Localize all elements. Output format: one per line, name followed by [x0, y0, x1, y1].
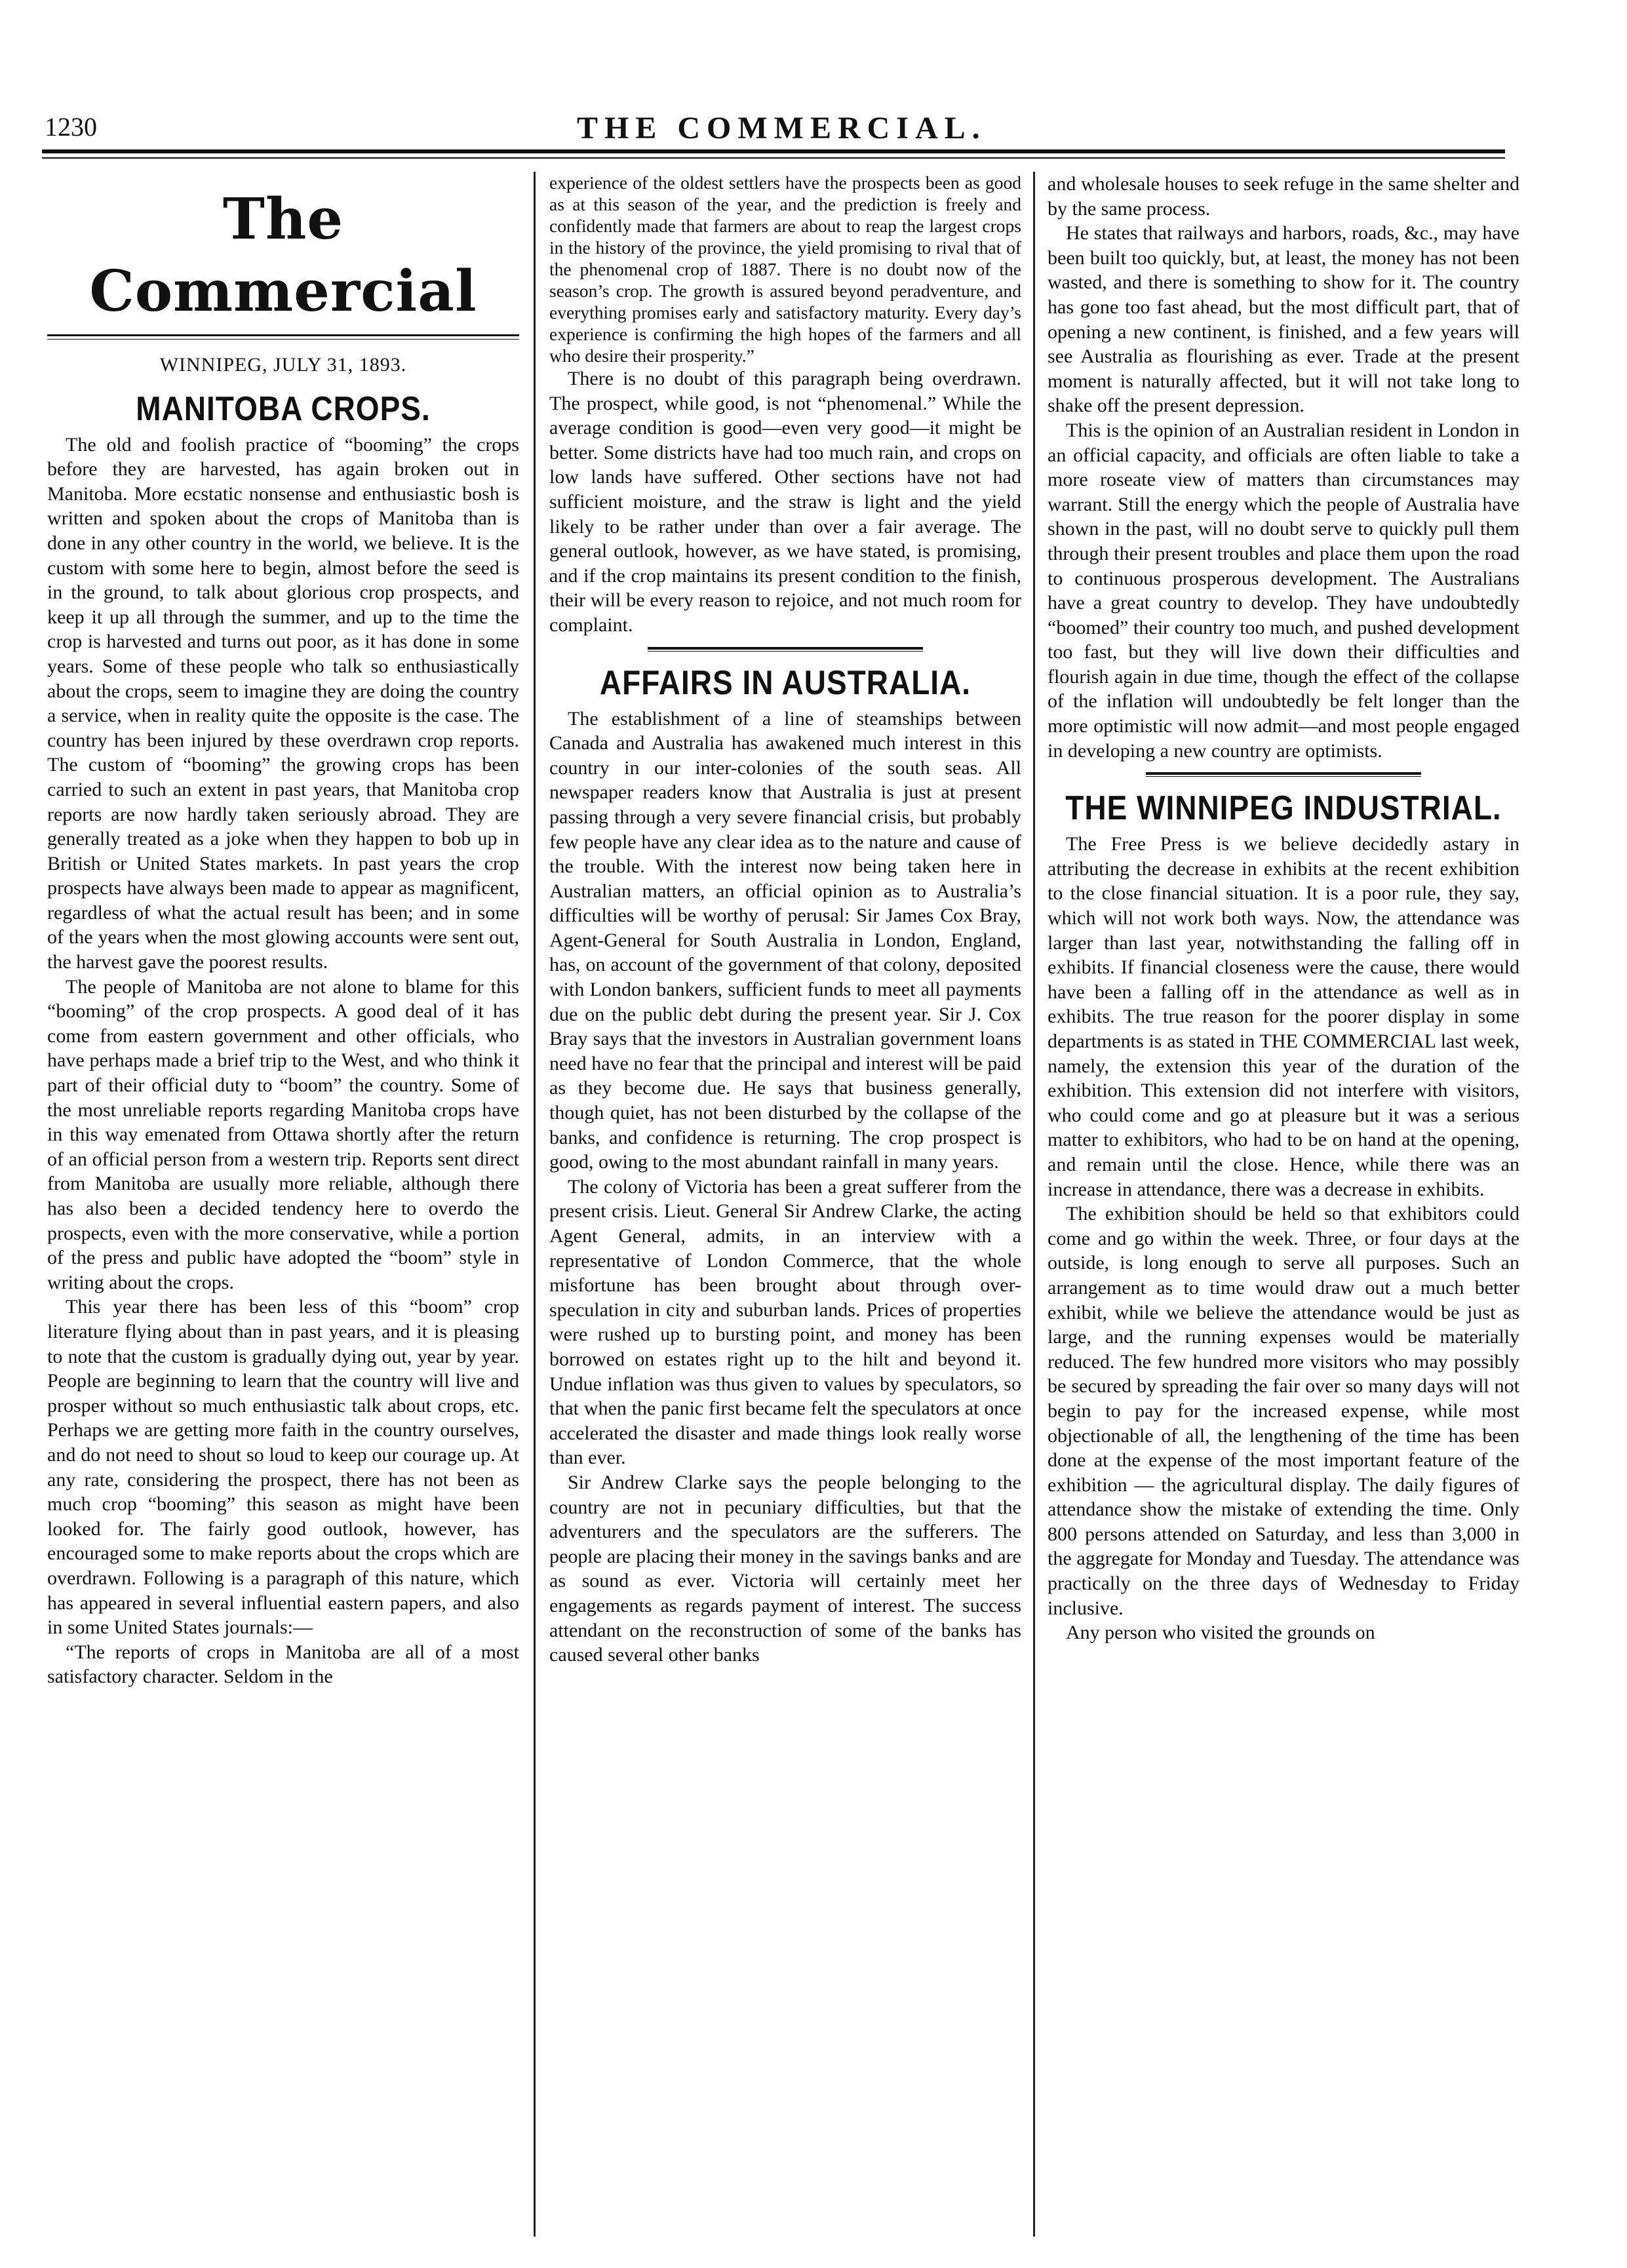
- section-rule: [1146, 772, 1421, 775]
- paragraph: The exhibition should be held so that exhibitors could come and go within the week. Three, or four days at the outside, is long enough to serve all purposes. Such an arrangement as to time would draw out a much better exhibit, while we believe the attendance would be just as large, and the running expenses would be materially reduced. The few hundred more visitors who may possibly be secured by spreading the fair over so many days will not begin to pay for the increased expense, while most objectionable of all, the lengthening of the time has been done at the expense of the most important feature of the exhibition — the agricultural display. The daily figures of attendance show the mistake of extending the time. Only 800 persons attended on Saturday, and less than 3,000 in the aggregate for Monday and Tuesday. The attendance was practically on the three days of Wednesday to Friday inclusive.: [1048, 1203, 1519, 1619]
- column-3: [1048, 172, 1519, 1645]
- paragraph: There is no doubt of this paragraph being overdrawn. The prospect, while good, is not “phenomenal.” While the average condition is good—even very good—it might be better. Some districts have had too much rain, and crops on low lands have suffered. Other sections have not had sufficient moisture, and the straw is light and the yield likely to be rather under than over a fair average. The general outlook, however, as we have stated, is promising, and if the crop maintains its present condition to the finish, their will be every reason to rejoice, and not much room for complaint.: [549, 368, 1021, 636]
- column-rule-1: [534, 172, 536, 2237]
- page-number: 1230: [45, 112, 97, 142]
- masthead-title: The Commercial: [89, 186, 477, 324]
- quote-continued: experience of the oldest settlers have the prospects been as good as at this season of the year, and the prediction is freely and confidently made that farmers are about to reap the largest crops in the history of the province, the yield promising to rival that of the phenomenal crop of 1887. There is no doubt now of the season’s crop. The growth is assured beyond peradventure, and everything promises early and satisfactory maturity. Every day’s experience is confirming the high hopes of the farmers and all who desire their prosperity.”: [549, 172, 1021, 366]
- column-1: [47, 172, 519, 1689]
- headline-manitoba: MANITOBA CROPS.: [136, 389, 431, 427]
- masthead-rule-thin: [47, 339, 519, 340]
- headline-industrial: THE WINNIPEG INDUSTRIAL.: [1065, 789, 1502, 827]
- column-2: [549, 172, 1021, 1668]
- paragraph-continued: and wholesale houses to seek refuge in the same shelter and by the same process.: [1048, 173, 1519, 220]
- paragraph: Any person who visited the grounds on: [1066, 1622, 1375, 1644]
- section-rule-thin: [1146, 776, 1421, 777]
- section-rule-thin: [648, 651, 923, 652]
- column-rule-2: [1033, 172, 1035, 2237]
- masthead-rule: [47, 334, 519, 336]
- paragraph: The establishment of a line of steamships between Canada and Australia has awakened much interest in this country in our inter-colonies of the south seas. All newspaper readers know that Australia is just at present passing through a very severe financial crisis, but probably few people have any clear idea as to the nature and cause of the trouble. With the interest now being taken here in Australian matters, an official opinion as to Australia’s difficulties will be worthy of perusal: Sir James Cox Bray, Agent-General for South Australia in London, England, has, on account of the government of that colony, deposited with London bankers, sufficient funds to meet all payments due on the public debt during the present year. Sir J. Cox Bray says that the investors in Australian government loans need have no fear that the principal and interest will be paid as they become due. He says that business generally, though quiet, has not been disturbed by the collapse of the banks, and confidence is returning. The crop prospect is good, owing to the most abundant rainfall in many years.: [549, 707, 1021, 1173]
- paragraph: “The reports of crops in Manitoba are all of a most satisfactory character. Seldom in the: [47, 1641, 519, 1688]
- top-rule: [42, 149, 1505, 153]
- paragraph: Sir Andrew Clarke says the people belonging to the country are not in pecuniary difficulties, but that the adventurers and the speculators are the sufferers. The people are placing their money in the savings banks and are as sound as ever. Victoria will certainly meet her engagements as regards payment of interest. The success attendant on the reconstruction of some of the banks has caused several other banks: [549, 1471, 1021, 1666]
- paragraph: This year there has been less of this “boom” crop literature flying about than in past years, and it is pleasing to note that the custom is gradually dying out, year by year. People are beginning to learn that the country will live and prosper without so much enthusiastic talk about crops, etc. Perhaps we are getting more faith in the country ourselves, and do not need to shout so loud to keep our courage up. At any rate, considering the prospect, there has not been as much crop “booming” this season as might have been looked for. The fairly good outlook, however, has encouraged some to make reports about the crops which are overdrawn. Following is a paragraph of this nature, which has appeared in several influential eastern papers, and also in some United States journals:—: [47, 1296, 519, 1639]
- paragraph: This is the opinion of an Australian resident in London in an official capacity, and officials are often liable to take a more roseate view of matters than circumstances may warrant. Still the energy which the people of Australia have shown in the past, will no doubt serve to quickly pull them through their present troubles and place them upon the road to continuous prosperous development. The Australians have a great country to develop. They have undoubtedly “boomed” their country too much, and pushed development too fast, but they will live down their difficulties and flourish again in due time, though the effect of the collapse of the inflation will undoubtedly be felt longer than the more optimistic will now admit—and most people engaged in developing a new country are optimists.: [1048, 419, 1519, 762]
- running-title: THE COMMERCIAL.: [577, 111, 987, 146]
- paragraph: The colony of Victoria has been a great sufferer from the present crisis. Lieut. General Sir Andrew Clarke, the acting Agent General, admits, in an interview with a representative of London Commerce, that the whole misfortune has been brought about through over-speculation in city and suburban lands. Prices of properties were rushed up to bursting point, and money has been borrowed on estates right up to the hilt and beyond it. Undue inflation was thus given to values by speculators, so that when the panic first became felt the speculators at once accelerated the disaster and made things look really worse than ever.: [549, 1175, 1021, 1469]
- top-rule-thin: [42, 157, 1505, 159]
- paragraph: The old and foolish practice of “booming” the crops before they are harvested, has again broken out in Manitoba. More ecstatic nonsense and enthusiastic bosh is written and spoken about the crops of Manitoba than is done in any other country in the world, we believe. It is the custom with some here to begin, almost before the seed is in the ground, to talk about glorious crop prospects, and keep it up all through the summer, and up to the time the crop is harvested and turns out poor, as it has done in some years. Some of these people who talk so enthusiastically about the crops, seem to imagine they are doing the country a service, when in reality quite the opposite is the case. The country has been injured by these overdrawn crop reports. The custom of “booming” the growing crops has been carried to such an extent in past years, that Manitoba crop reports are now hardly taken seriously abroad. They are generally treated as a joke when they happen to bob up in British or United States markets. In past years the crop prospects have always been made to appear as magnificent, regardless of what the actual result has been; and in some of the years when the most glowing accounts were sent out, the harvest gave the poorest results.: [47, 433, 519, 973]
- headline-australia: AFFAIRS IN AUSTRALIA.: [599, 663, 971, 701]
- paragraph: The Free Press is we believe decidedly astary in attributing the decrease in exhibits at the recent exhibition to the close financial situation. It is a poor rule, they say, which will not work both ways. Now, the attendance was larger than last year, notwithstanding the falling off in exhibits. If financial closeness were the cause, there would have been a falling off in the attendance as well as in exhibits. The true reason for the poorer display in some departments is as stated in THE COMMERCIAL last week, namely, the extension this year of the duration of the exhibition. This extension did not interfere with visitors, who could come and go at pleasure but it was a serious matter to exhibitors, who had to be on hand at the opening, and remain until the close. Hence, while there was an increase in attendance, there was a decrease in exhibits.: [1048, 833, 1519, 1200]
- dateline: WINNIPEG, JULY 31, 1893.: [159, 354, 407, 376]
- section-rule: [648, 647, 923, 650]
- paragraph: He states that railways and harbors, roads, &c., may have been built too quickly, but, at least, the money has not been wasted, and there is something to show for it. The country has gone too fast ahead, but the most difficult part, that of opening a new continent, is finished, and a few years will see Australia as flourishing as ever. Trade at the present moment is naturally affected, but it will not take long to shake off the present depression.: [1048, 222, 1519, 417]
- paragraph: The people of Manitoba are not alone to blame for this “booming” of the crop prospects. A good deal of it has come from eastern government and other officials, who have perhaps made a brief trip to the West, and who think it part of their official duty to “boom” the country. Some of the most unreliable reports regarding Manitoba crops have in this way emenated from Ottawa shortly after the return of an official person from a western trip. Reports sent direct from Manitoba are usually more reliable, although there has also been a decided tendency here to overdo the prospects, even with the more conservative, while a portion of the press and public have adopted the “boom” style in writing about the crops.: [47, 975, 519, 1293]
